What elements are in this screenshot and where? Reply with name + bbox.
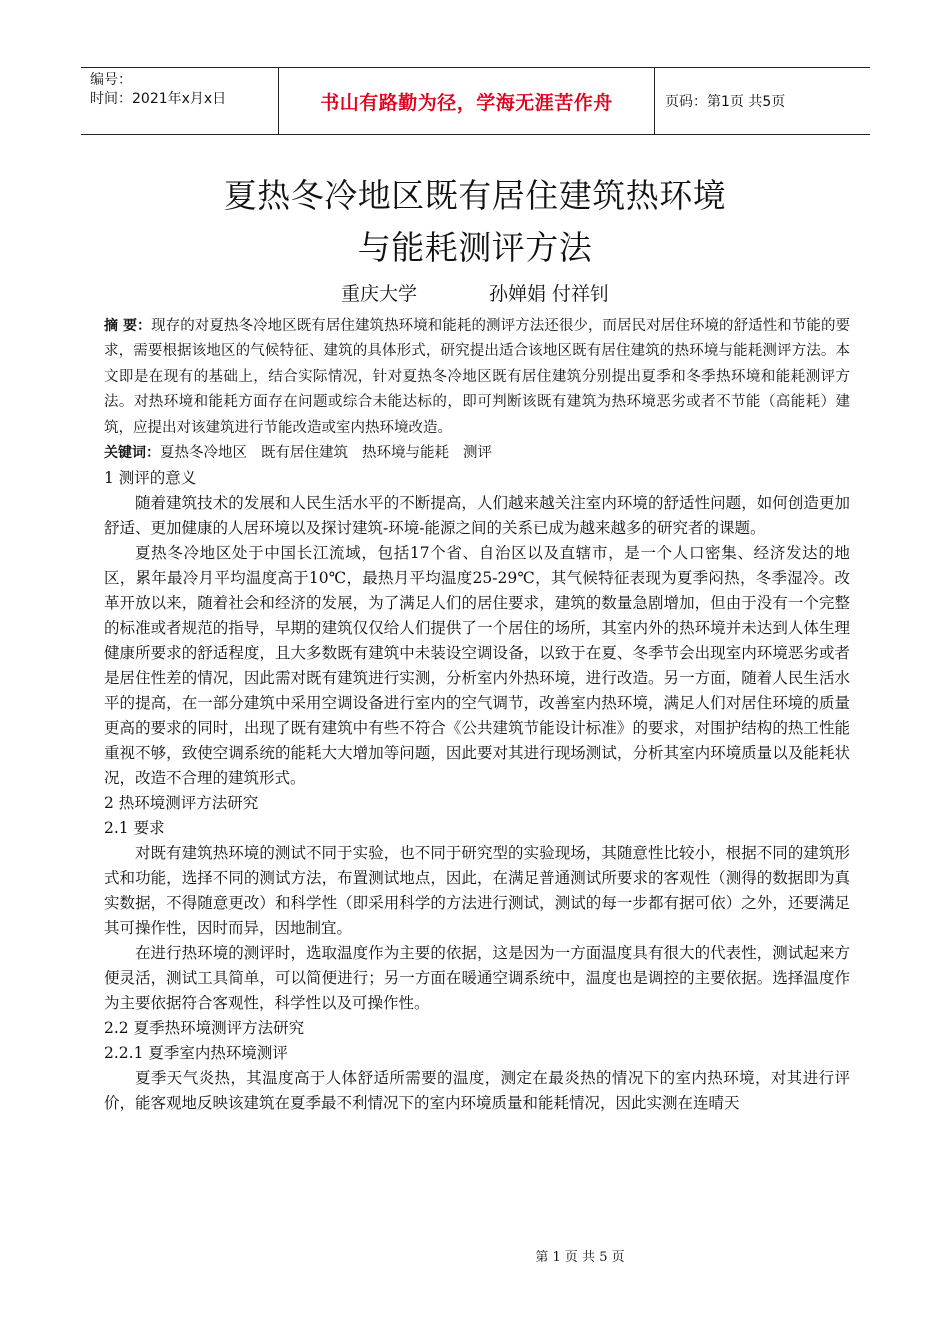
section-1-paragraph-1: 随着建筑技术的发展和人民生活水平的不断提高，人们越来越关注室内环境的舒适性问题，如何创造更加舒适、更加健康的人居环境以及探讨建筑-环境-能源之间的关系已成为越来越多的研究者的课题。 (104, 494, 850, 538)
header-table (81, 67, 870, 135)
keywords (104, 441, 850, 466)
abstract-text: 现存的对夏热冬冷地区既有居住建筑热环境和能耗的测评方法还很少，而居民对居住环境的舒适性和节能的要求，需要根据该地区的气候特征、建筑的具体形式，研究提出适合该地区既有居住建筑的热环境与能耗测评方法。本文即是在现有的基础上，结合实际情况，针对夏热冬冷地区既有居住建筑分别提出夏季和冬季热环境和能耗测评方法。对热环境和能耗方面存在问题或综合未能达标的，即可判断该既有建筑为热环境恶劣或者不节能（高能耗）建筑，应提出对该建筑进行节能改造或室内热环境改造。 (104, 318, 851, 436)
time-label: 时间：2021年x月x日 (90, 91, 227, 107)
section-2-2-1-paragraph-1: 夏季天气炎热，其温度高于人体舒适所需要的温度，测定在最炎热的情况下的室内热环境，对其进行评价，能客观地反映该建筑在夏季最不利情况下的室内环境质量和能耗情况，因此实测在连晴天 (104, 1069, 850, 1113)
section-2-2-heading: 2.2 夏季热环境测评方法研究 (104, 1019, 305, 1038)
keyword-item: 夏热冬冷地区 (160, 445, 247, 462)
number-label: 编号： (90, 72, 132, 88)
abstract (104, 314, 850, 441)
header-motto-cell (278, 68, 655, 134)
title-line-2: 与能耗测评方法 (357, 228, 593, 267)
header-left-cell (81, 68, 278, 134)
section-2-heading: 2 热环境测评方法研究 (104, 794, 259, 813)
motto-text: 书山有路勤为径，学海无涯苦作舟 (320, 91, 613, 114)
body-content (104, 314, 850, 1116)
page-footer: 第 1 页 共 5 页 (535, 1250, 625, 1265)
section-2-1-paragraph-2: 在进行热环境的测评时，选取温度作为主要的依据，这是因为一方面温度具有很大的代表性，测试起来方便灵活，测试工具简单，可以简便进行；另一方面在暖通空调系统中，温度也是调控的主要依据。选择温度作为主要依据符合客观性，科学性以及可操作性。 (104, 944, 850, 1013)
page-info: 页码：第1页 共5页 (665, 94, 786, 110)
author-names: 孙婵娟 付祥钊 (488, 283, 610, 305)
keyword-item: 热环境与能耗 (362, 445, 449, 462)
title-line-1: 夏热冬冷地区既有居住建筑热环境 (223, 176, 727, 215)
section-2-1-heading: 2.1 要求 (104, 819, 165, 838)
keywords-label: 关键词： (104, 445, 160, 462)
section-1-heading: 1 测评的意义 (104, 469, 197, 488)
keyword-item: 测评 (463, 445, 492, 462)
keyword-item: 既有居住建筑 (261, 445, 348, 462)
affiliation: 重庆大学 (340, 283, 417, 305)
section-1-paragraph-2: 夏热冬冷地区处于中国长江流域，包括17个省、自治区以及直辖市，是一个人口密集、经济发达的地区，累年最冷月平均温度高于10℃，最热月平均温度25-29℃，其气候特征表现为夏季闷热，冬季湿冷。改革开放以来，随着社会和经济的发展，为了满足人们的居住要求，建筑的数量急剧增加，但由于没有一个完整的标准或者规范的指导，早期的建筑仅仅给人们提供了一个居住的场所，其室内外的热环境并未达到人体生理健康所要求的舒适程度，且大多数既有建筑中未装设空调设备，以致于在夏、冬季节会出现室内环境恶劣或者是居住性差的情况，因此需对既有建筑进行实测，分析室内外热环境，进行改造。另一方面，随着人民生活水平的提高，在一部分建筑中采用空调设备进行室内的空气调节，改善室内热环境，满足人们对居住环境的质量更高的要求的同时，出现了既有建筑中有些不符合《公共建筑节能设计标准》的要求，对围护结构的热工性能重视不够，致使空调系统的能耗大大增加等问题，因此要对其进行现场测试，分析其室内环境质量以及能耗状况，改造不合理的建筑形式。 (104, 544, 850, 788)
header-page-cell (655, 68, 870, 134)
abstract-label: 摘 要： (104, 318, 152, 334)
section-2-2-1-heading: 2.2.1 夏季室内热环境测评 (104, 1044, 288, 1063)
authors (0, 279, 950, 306)
section-2-1-paragraph-1: 对既有建筑热环境的测试不同于实验，也不同于研究型的实验现场，其随意性比较小，根据不同的建筑形式和功能，选择不同的测试方法，布置测试地点，因此，在满足普通测试所要求的客观性（测得的数据即为真实数据，不得随意更改）和科学性（即采用科学的方法进行测试，测试的每一步都有据可依）之外，还要满足其可操作性，因时而异，因地制宜。 (104, 844, 850, 938)
